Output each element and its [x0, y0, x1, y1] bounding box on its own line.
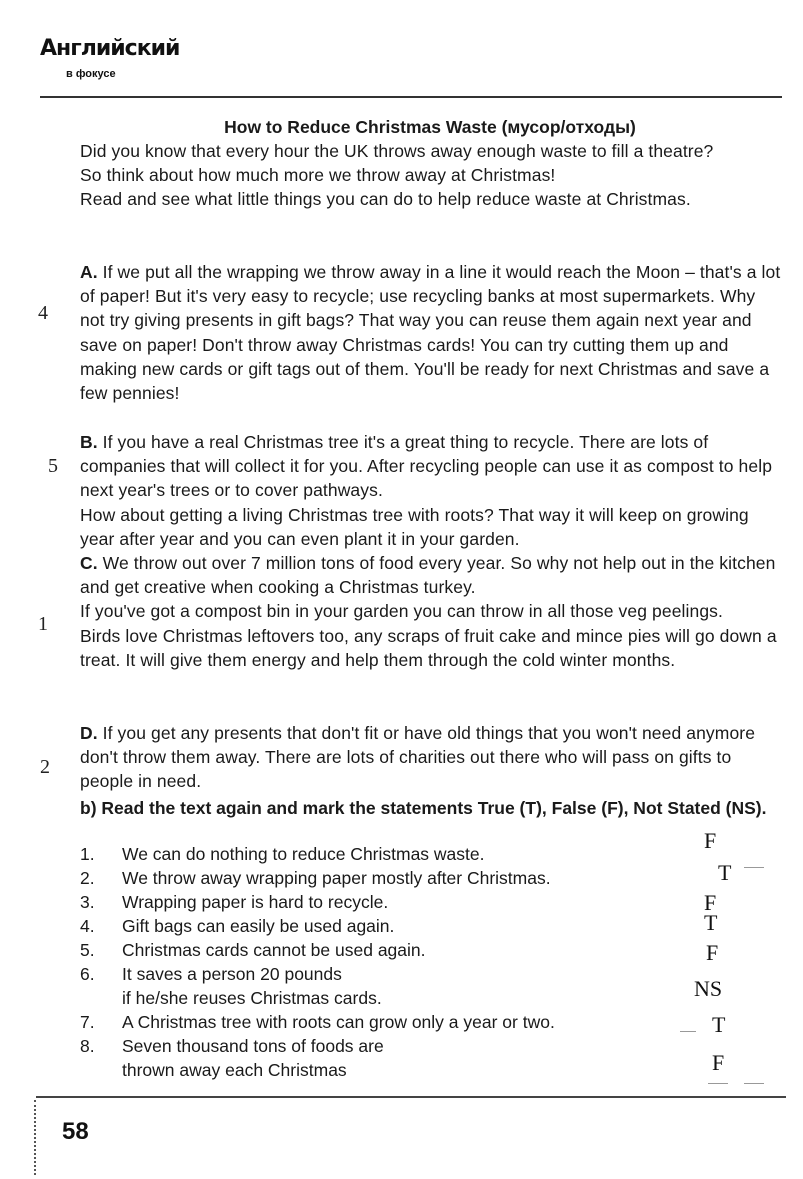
margin-number: 5: [48, 455, 58, 477]
margin-number: 2: [40, 756, 50, 778]
answer-mark: T: [712, 1012, 726, 1037]
answer-mark: F: [706, 940, 719, 965]
statement-number: 8.: [80, 1036, 95, 1056]
statement-text: A Christmas tree with roots can grow only a year or two.: [122, 1012, 555, 1032]
answer-dash: [744, 1083, 764, 1084]
logo-subtitle: в фокусе: [66, 68, 116, 80]
statement-number: 7.: [80, 1012, 95, 1032]
answer-mark: F: [704, 828, 717, 853]
statement-text: Seven thousand tons of foods are: [122, 1036, 384, 1056]
section-label: D.: [80, 723, 98, 743]
statement-number: 6.: [80, 964, 95, 984]
footer-divider: [36, 1096, 786, 1098]
statement-text: Wrapping paper is hard to recycle.: [122, 892, 389, 912]
section-text: We throw out over 7 million tons of food every year. So why not help out in the kitchen and get creative when cooking a Christmas turkey.: [80, 553, 776, 598]
answer-mark: T: [718, 860, 732, 885]
section-text: Birds love Christmas leftovers too, any scraps of fruit cake and mince pies will go down a treat. It will give them energy and help them through the cold winter months.: [80, 625, 777, 670]
article-intro: [80, 139, 784, 212]
statement-number: 3.: [80, 892, 95, 912]
statement-number: 5.: [80, 940, 95, 960]
section-d: [80, 721, 784, 794]
answer-mark: NS: [694, 976, 723, 1001]
task-instruction: b) Read the text again and mark the statements True (T), False (F), Not Stated (NS).: [80, 798, 767, 818]
answer-dash: [708, 1083, 728, 1084]
page-number: 58: [62, 1118, 89, 1145]
intro-paragraph: Did you know that every hour the UK throws away enough waste to fill a theatre?: [80, 141, 714, 161]
section-text: How about getting a living Christmas tree with roots? That way it will keep on growing year after year and you can even plant it in your garden.: [80, 504, 749, 549]
margin-dotted-line: [34, 1100, 36, 1175]
answer-mark: F: [704, 890, 717, 915]
statement-text: Christmas cards cannot be used again.: [122, 940, 426, 960]
answer-mark: F: [712, 1050, 725, 1075]
section-label: C.: [80, 553, 98, 573]
margin-number: 4: [38, 302, 48, 324]
statement-text: It saves a person 20 pounds: [122, 964, 342, 984]
publisher-logo: [40, 36, 220, 86]
intro-paragraph: Read and see what little things you can do to help reduce waste at Christmas.: [80, 189, 691, 210]
answer-dash: [744, 867, 764, 868]
answer-dash: [680, 1031, 696, 1032]
section-text: If you've got a compost bin in your garden you can throw in all those veg peelings.: [80, 601, 723, 622]
section-text: If you get any presents that don't fit or have old things that you won't need anymore don't throw them away. There are lots of charities out there who will pass on gifts to people in need.: [80, 723, 756, 792]
answer-mark: T: [704, 910, 718, 935]
section-label: A.: [80, 262, 98, 282]
section-text: If we put all the wrapping we throw away in a line it would reach the Moon – that's a lot of paper! But it's very easy to recycle; use recycling banks at most supermarkets. Why not try giving presents in gift bags? That way you can reuse them again next year and save on paper! Don't throw away Christmas cards! You can try cutting them up and making new cards or gift tags out of them. You'll be ready for next Christmas and save a few pennies!: [80, 262, 781, 404]
section-b: [80, 430, 784, 551]
section-text: If you have a real Christmas tree it's a great thing to recycle. There are lots of companies that will collect it for you. After recycling people can use it as compost to help next year's trees or to cover pathways.: [80, 432, 773, 501]
section-c: [80, 551, 784, 672]
header-divider: [40, 96, 782, 98]
statement-text: if he/she reuses Christmas cards.: [122, 988, 382, 1008]
intro-paragraph: So think about how much more we throw away at Christmas!: [80, 165, 556, 186]
statement-text: We can do nothing to reduce Christmas waste.: [122, 844, 485, 864]
statement-text: thrown away each Christmas: [122, 1060, 347, 1080]
section-label: B.: [80, 432, 98, 452]
article-title: How to Reduce Christmas Waste (мусор/отходы): [224, 117, 636, 137]
statement-text: Gift bags can easily be used again.: [122, 916, 395, 936]
margin-number: 1: [38, 613, 48, 635]
statement-number: 4.: [80, 916, 95, 936]
section-a: [80, 260, 784, 405]
statement-number: 1.: [80, 844, 95, 864]
statement-text: We throw away wrapping paper mostly after Christmas.: [122, 868, 551, 888]
statement-number: 2.: [80, 868, 95, 888]
logo-title: Английский: [40, 36, 180, 61]
